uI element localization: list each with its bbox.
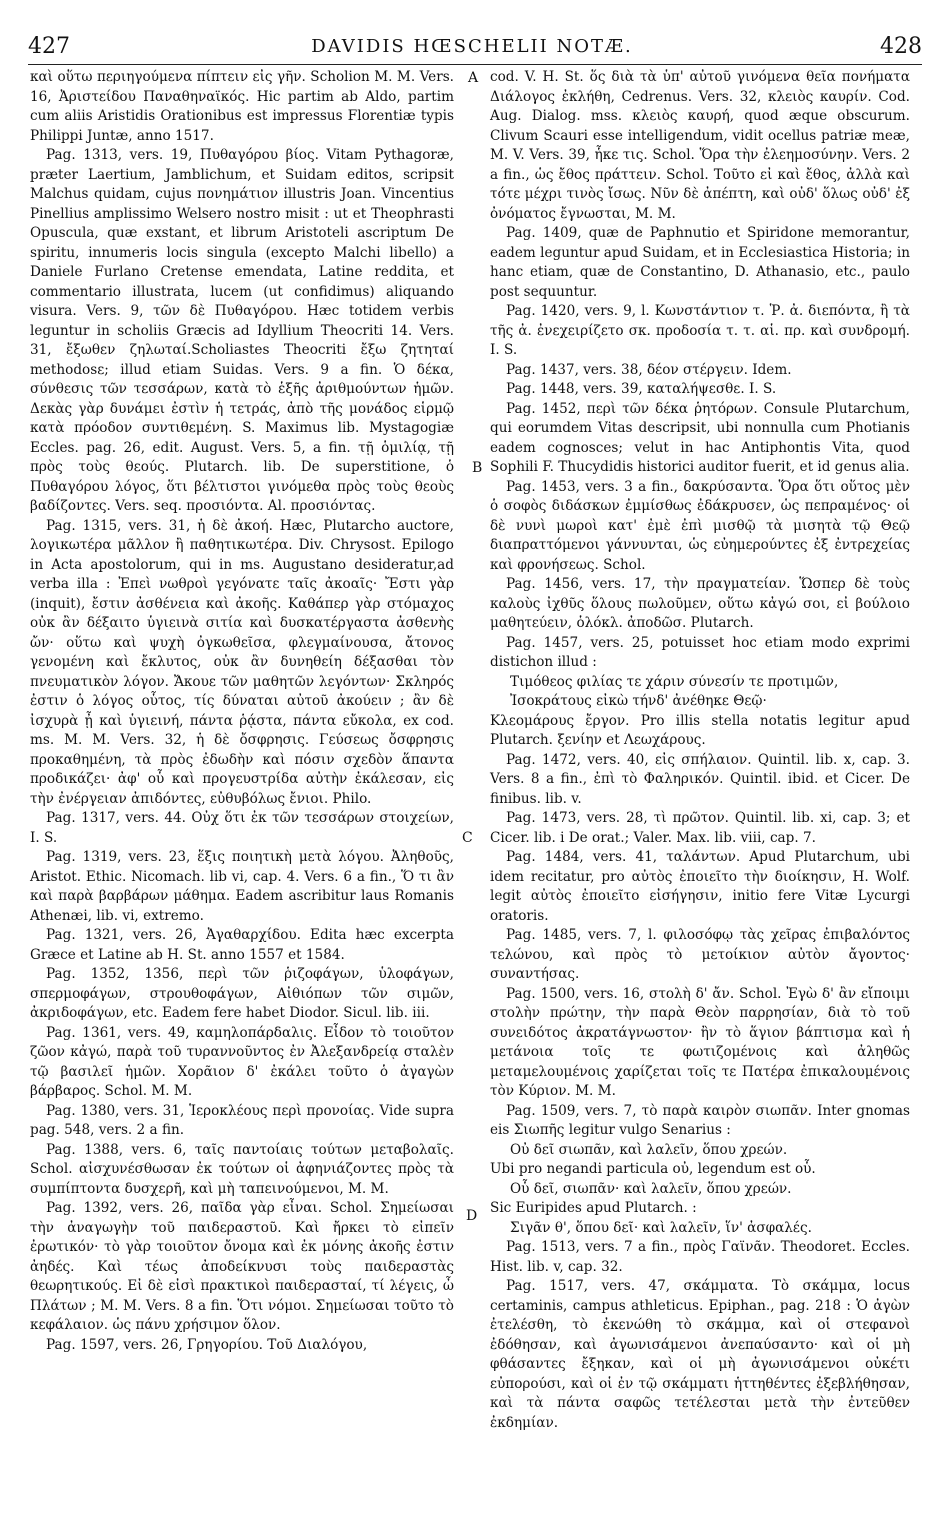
- running-title: DAVIDIS HŒSCHELII NOTÆ.: [311, 36, 633, 57]
- note-paragraph: Pag. 1437, vers. 38, δέον στέργειν. Idem.: [506, 361, 792, 378]
- right-column: [490, 68, 910, 1433]
- note-paragraph: Pag. 1472, vers. 40, εἰς σπήλαιον. Quintil. lib. x, cap. 3. Vers. 8 a fin., ἐπὶ τὸ Φαληρικόν. Quintil. ibid. et Cicer. De finibus. lib. v.: [490, 751, 910, 807]
- note-paragraph: Pag. 1352, 1356, περὶ τῶν ῥιζοφάγων, ὑλοφάγων, σπερμοφάγων, στρουθοφάγων, Αἰθιόπων τῶν σιμῶν, ἀκριδοφάγων, etc. Eadem fere habet Diodor. Sicul. lib. iii.: [30, 966, 454, 1021]
- verse-line: Τιμόθεος φιλίας τε χάριν σύνεσίν τε προτιμῶν,: [510, 673, 839, 690]
- note-paragraph: Pag. 1513, vers. 7 a fin., πρὸς Γαϊνᾶν. Theodoret. Eccles. Hist. lib. v, cap. 32.: [490, 1239, 910, 1275]
- note-paragraph: Pag. 1392, vers. 26, παῖδα γὰρ εἶναι. Schol. Σημείωσαι τὴν ἀναγωγὴν τοῦ παιδεραστοῦ. Καὶ ἤρκει τὸ εἰπεῖν ἐρωτικόν· τὸ γὰρ τοιοῦτον ὄνομα καὶ ἐκ μόνης ἀκοῆς ἐστιν ἀηδές. Καὶ τέως ἀποδείκνυσι τοὺς παιδεραστὰς θεωρητικούς. Εἰ δὲ εἰσὶ πρακτικοὶ παιδερασταί, τί λέγεις, ὦ Πλάτων ; M. M. Vers. 8 a fin. Ὅτι νόμοι. Σημείωσαι τοῦτο τὸ κεφάλαιον. ὡς πάνυ χρήσιμον ὅλον.: [30, 1200, 454, 1333]
- note-paragraph: Pag. 1473, vers. 28, τὶ πρῶτον. Quintil. lib. xi, cap. 3; et Cicer. lib. i De orat.; Valer. Max. lib. viii, cap. 7.: [490, 810, 910, 846]
- verse-line: Οὗ δεῖ, σιωπᾶν· καὶ λαλεῖν, ὅπου χρεών.: [510, 1180, 792, 1197]
- note-paragraph: Pag. 1380, vers. 31, Ἱεροκλέους περὶ προνοίας. Vide supra pag. 548, vers. 2 a fin.: [30, 1102, 454, 1138]
- verse-line: Ἰσοκράτους εἰκὼ τήνδ' ἀνέθηκε Θεῷ·: [510, 693, 767, 709]
- note-paragraph: cod. V. H. St. ὅς διὰ τὰ ὑπ' αὐτοῦ γινόμενα θεῖα πονήματα Διάλογος ἐκλήθη, Cedrenus. Vers. 32, κλειὸς καυρίν. Cod. Aug. Dialog. mss. κλειὸς καυρή, quod æque obscurum. Clivum Scauri esse intelligendum, vidit ocellus patriæ meæ, M. V. Vers. 39, ἧκε τις. Schol. Ὅρα τὴν ἐλεημοσύνην. Vers. 2 a fin., ὡς ἔθος πράττειν. Schol. Τοῦτο εἰ καὶ ἔθος, ἀλλὰ καὶ τότε μέχρι τινὸς ἴσως. Νῦν δὲ ἀπέπτη, καὶ οὐδ' ὅλως οὐδ' ἐξ ὀνόματος ἔγνωσται, M. M.: [490, 69, 910, 222]
- margin-letter-d: D: [466, 1208, 478, 1224]
- note-paragraph: Pag. 1457, vers. 25, potuisset hoc etiam modo exprimi distichon illud :: [490, 634, 910, 670]
- page-header: [0, 0, 944, 60]
- margin-letter-c: C: [462, 830, 473, 846]
- note-paragraph: Pag. 1313, vers. 19, Πυθαγόρου βίος. Vitam Pythagoræ, præter Laertium, Jamblichum, et Suidam editos, scripsit Malchus quidam, cujus πονημάτιον illustris Joan. Vincentius Pinellius amplissimo Welsero nostro misit : ut et Theophrasti Opuscula, quæ exstant, et librum Aristoteli ascriptum De spiritu, innumeris locis singula (excepto Malchi libello) a Daniele Furlano Cretense emendata, Latine reddita, et commentario illustrata, lucem (ut confidimus) aliquando visura. Vers. 9, τῶν δὲ Πυθαγόρου. Hæc totidem verbis leguntur in scholiis Græcis ad Idyllium Theocriti 14. Vers. 31, ἔξωθεν ζηλωταί.Scholiastes Theocriti ἔξω ζητηταί methodosε; illud etiam Suidas. Vers. 9 a fin. Ὁ δέκα, σύνθεσις τῶν τεσσάρων, κατὰ τὸ ἑξῆς ἀριθμούντων ἡμῶν. Δεκὰς γὰρ δυνάμει ἐστὶν ἡ τετράς, ἀπὸ τῆς μονάδος εἱρμῷ κατὰ πρόοδον συντιθεμένη. S. Maximus lib. Mystagogiæ Eccles. pag. 26, edit. August. Vers. 5, a fin. τῇ ὁμιλίᾳ, τῇ πρὸς τοὺς θεούς. Plutarch. lib. De superstitione, ὁ Πυθαγόρου λόγος, ὅτι βέλτιστοι γινόμεθα πρὸς τοὺς θεοὺς βαδίζοντες. Vers. seq. προσιόντα. Al. προσιόντας.: [30, 147, 454, 514]
- note-paragraph: Pag. 1597, vers. 26, Γρηγορίου. Τοῦ Διαλόγου,: [46, 1336, 368, 1353]
- note-paragraph: Pag. 1319, vers. 23, ἕξις ποιητικὴ μετὰ λόγου. Ἀληθοῦς, Aristot. Ethic. Nicomach. lib vi, cap. 4. Vers. 6 a fin., Ὅ τι ἂν καὶ παρὰ βαρβάρων μάθημα. Eadem ascribitur laus Romanis Athenæi, lib. vi, extremo.: [30, 849, 454, 924]
- note-paragraph: καὶ οὕτω περιηγούμενα πίπτειν εἰς γῆν. Scholion M. M. Vers. 16, Ἀριστείδου Παναθηναϊκός. Hic partim ab Aldo, partim cum aliis Aristidis Orationibus est impressus Florentiæ typis Philippi Juntæ, anno 1517.: [30, 69, 454, 144]
- verse-line: Σιγᾶν θ', ὅπου δεῖ· καὶ λαλεῖν, ἵν' ἀσφαλές.: [510, 1219, 812, 1236]
- note-paragraph: Pag. 1452, περὶ τῶν δέκα ῥητόρων. Consule Plutarchum, qui eorumdem Vitas descripsit, ubi nonnulla cum Photianis eadem cognosces; velut in hac Antiphontis Vita, quod Sophili F. Thucydidis historici auditor fuerit, et id genus alia.: [490, 400, 910, 475]
- note-paragraph: Pag. 1517, vers. 47, σκάμματα. Τὸ σκάμμα, locus certaminis, campus athleticus. Epiphan., pag. 218 : Ὁ ἀγὼν ἐτελέσθη, τὸ ἐκενώθη τὸ σκάμμα, καὶ οἱ στεφανοὶ ἐδόθησαν, καὶ ἀγωνισάμενοι ἀνεπαύσαντο· καὶ οἱ μὴ φθάσαντες ἔξηκαν, καὶ οἱ μὴ ἀγωνισάμενοι οὐκέτι εὐπορούσι, καὶ οἱ ἐν τῷ σκάμματι ἡττηθέντες ἐξεβλήθησαν, καὶ τὰ πάντα σαφῶς τετέλεσται μετὰ τὴν ἐντεῦθεν ἐκδημίαν.: [490, 1278, 910, 1431]
- note-paragraph: Pag. 1321, vers. 26, Ἀγαθαρχίδου. Edita hæc excerpta Græce et Latine ab H. St. anno 1557 et 1584.: [30, 927, 454, 963]
- note-paragraph: Pag. 1456, vers. 17, τὴν πραγματείαν. Ὥσπερ δὲ τοὺς καλοὺς ἰχθῦς ὅλους πωλοῦμεν, οὕτω κἀγώ σοι, εἰ βούλοιο μαθητεύειν, ὁλόκλ. ἀποδῶσ. Plutarch.: [490, 576, 910, 631]
- note-paragraph: Pag. 1317, vers. 44. Οὐχ ὅτι ἐκ τῶν τεσσάρων στοιχείων, I. S.: [30, 810, 454, 846]
- note-paragraph: Pag. 1361, vers. 49, καμηλοπάρδαλις. Εἶδον τὸ τοιοῦτον ζῶον κἀγώ, παρὰ τοῦ τυραννοῦντος ἐν Ἀλεξανδρείᾳ σταλὲν τῷ βασιλεῖ ἡμῶν. Χορᾶιον δ' ἐκάλει τοῦτο ὁ ἀγαγὼν βάρβαρος. Schol. M. M.: [30, 1024, 454, 1099]
- note-paragraph: Pag. 1388, vers. 6, ταῖς παντοίαις τούτων μεταβολαῖς. Schol. αἰσχυνέσθωσαν ἐκ τούτων οἱ ἀφηνιάζοντες πρὸς τὰ συμπίπτοντα δυσχερῆ, καὶ μὴ ταπεινούμενοι, M. M.: [30, 1141, 454, 1197]
- margin-letter-a: A: [468, 70, 479, 86]
- note-paragraph: Pag. 1500, vers. 16, στολὴ δ' ἄν. Schol. Ἐγὼ δ' ἂν εἴποιμι στολὴν πρώτην, τὴν παρὰ Θεὸν παρρησίαν, διὰ τὸ τοῦ συνειδότος ἀκρατάγνωστον· ἢν τὸ ἅγιον βάπτισμα καὶ ἡ μετάνοια τοῖς τε φωτιζομένοις καὶ ἀληθῶς μεταμελουμένοις χαρίζεται τοῖς τε Πατέρα ἐπικαλουμένοις τὸν Κύριον. M. M.: [490, 985, 910, 1099]
- note-paragraph: Pag. 1448, vers. 39, καταλήψεσθε. I. S.: [506, 381, 777, 397]
- header-rule: [28, 64, 922, 65]
- note-paragraph: Ubi pro negandi particula οὐ, legendum est οὗ.: [490, 1161, 816, 1177]
- note-paragraph: Sic Euripides apud Plutarch. :: [490, 1200, 697, 1216]
- note-paragraph: Pag. 1485, vers. 7, l. φιλοσόφῳ τὰς χεῖρας ἐπιβαλόντος τελώνου, καὶ πρὸς τὸ μετοίκιον αὐτὸν ἄγοντος· συναντήσας.: [490, 927, 910, 982]
- note-paragraph: Pag. 1420, vers. 9, l. Κωνστάντιον τ. Ῥ. ἀ. διεπόντα, ἢ τὰ τῆς ἀ. ἐνεχειρίζετο σκ. προδοσία τ. τ. αἱ. πρ. καὶ συνδρομή. I. S.: [490, 303, 910, 358]
- note-paragraph: Pag. 1453, vers. 3 a fin., δακρύσαντα. Ὅρα ὅτι οὕτος μὲν ὁ σοφὸς διδάσκων ἐμμίσθως ἐδάκρυσεν, ὡς πεπραμένος· οἱ δὲ νυνὶ μωροὶ κατ' ἐμὲ ἐπὶ μισθῷ τὰ μισητὰ τῷ Θεῷ διαπραττόμενοι γάννυνται, ὡς εὐημερούντες ἐξ ἐντρεχείας καὶ φρονήσεως. Schol.: [490, 478, 910, 573]
- note-paragraph: Pag. 1315, vers. 31, ἡ δὲ ἀκοή. Hæc, Plutarcho auctore, λογικωτέρα μᾶλλον ἢ παθητικωτέρα. Div. Chrysost. Epilogo in Acta apostolorum, qui in ms. Augustano desideratur,ad verba illa : Ἐπεὶ νωθροὶ γεγόνατε ταῖς ἀκοαῖς· Ἔστι γὰρ (inquit), ἔστιν ἀσθένεια καὶ ἀκοῆς. Καθάπερ γὰρ στόμαχος οὐκ ἂν δέξαιτο ὑγιεινὰ σιτία καὶ δυσκατέργαστα ἀσθενὴς ὤν· οὕτω καὶ ψυχὴ ὀγκωθεῖσα, φλεγμαίνουσα, ἄτονος γενομένη καὶ ἔκλυτος, οὐκ ἂν δυνηθείη δέξασθαι τὸν πνευματικὸν λόγον. Ἄκουε τῶν μαθητῶν λεγόντων· Σκληρός ἐστιν ὁ λόγος οὗτος, τίς δύναται αὐτοῦ ἀκούειν ; ἂν δὲ ἰσχυρὰ ᾖ καὶ ὑγιεινή, πάντα ῥᾴστα, πάντα εὔκολα, ex cod. ms. M. M. Vers. 32, ἡ δὲ ὄσφρησις. Γεύσεως ὄσφρησις προκαθημένη, τὰ πρὸς ἐδωδὴν καὶ πόσιν σχεδὸν ἅπαντα προδικάζει· ἀφ' οὗ καὶ προγευστρίδα αὐτὴν ἐκάλεσαν, εἰς τὴν ἐνέργειαν ἀπιδόντες, εὐθυβόλως ἔνιοι. Philo.: [30, 517, 454, 807]
- verse-line: Οὐ δεῖ σιωπᾶν, καὶ λαλεῖν, ὅπου χρεών.: [510, 1141, 788, 1158]
- note-paragraph: Pag. 1409, quæ de Paphnutio et Spiridone memorantur, eadem leguntur apud Suidam, et in Ecclesiastica Historia; in hanc etiam, quæ de Constantino, D. Athanasio, etc., paulo post sequuntur.: [490, 225, 910, 300]
- note-paragraph: Pag. 1509, vers. 7, τὸ παρὰ καιρὸν σιωπᾶν. Inter gnomas eis Σιωπῆς legitur vulgo Senarius :: [490, 1102, 910, 1138]
- margin-letter-b: B: [472, 460, 483, 476]
- note-paragraph: Pag. 1484, vers. 41, ταλάντων. Apud Plutarchum, ubi idem recitatur, pro αὐτὸς ἐποιεῖτο τὴν διοίκησιν, H. Wolf. legit αὐτὸς ἐποιεῖτο εἰσήγησιν, initio fere Vitæ Lycurgi oratoris.: [490, 849, 910, 924]
- left-column: [30, 68, 454, 1355]
- left-page-number: 427: [28, 34, 70, 59]
- note-paragraph: Κλεομάρους ἔργον. Pro illis stella notatis legitur apud Plutarch. ξενίην et Λεωχάρους.: [490, 712, 910, 748]
- right-page-number: 428: [880, 34, 922, 59]
